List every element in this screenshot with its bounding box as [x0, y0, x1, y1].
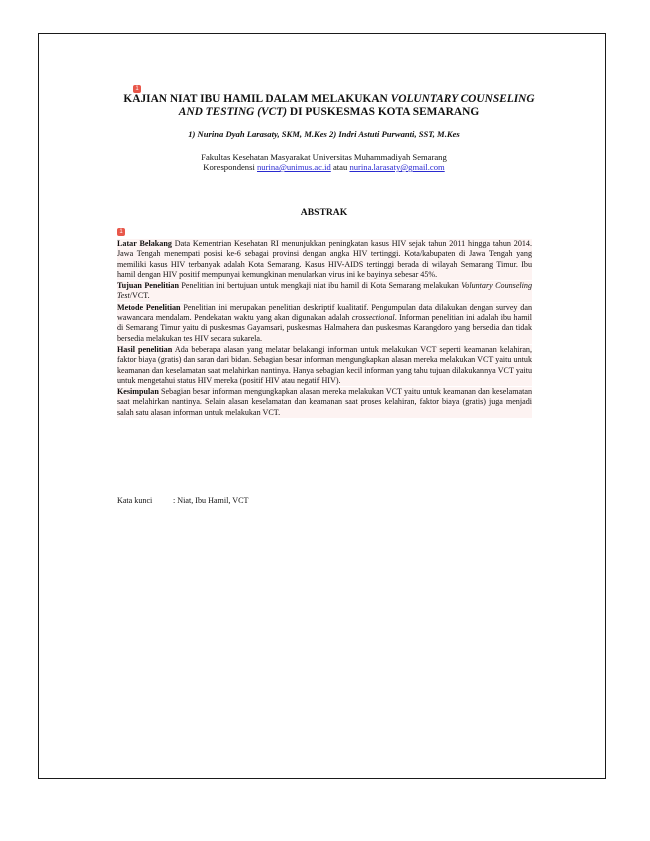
conclusion-label: Kesimpulan — [117, 387, 159, 397]
background-text: Data Kementrian Kesehatan RI menunjukkan peningkatan kasus HIV sejak tahun 2011 hingga tahun 2014. Jawa Tengah menempati posisi ke-6 sebagai provinsi dengan angka HIV tertinggi. Kota/kabupaten di Jawa Tengah yang memiliki kasus HIV terbanyak adalah Kota Semarang. Kasus HIV-AIDS tertinggi berada di wilayah Semarang Timur. Ibu hamil dengan HIV positif mempunyai kemungkinan menularkan virus ini ke bayinya sebesar 45%. — [117, 239, 533, 279]
method-italic: crossectional — [351, 313, 395, 323]
correspondence-label: Korespondensi — [203, 162, 255, 172]
conclusion-text: Sebagian besar informan mengungkapkan alasan mereka melakukan VCT yaitu untuk keamanan dan keselamatan saat melahirkan nantinya. Selain alasan keselamatan dan keamanan saat proses kelahiran, faktor biaya (gratis) juga menjadi salah satu alasan informan untuk melakukan VCT. — [117, 387, 532, 417]
abstract-method — [117, 303, 532, 344]
abstract-heading: ABSTRAK — [300, 207, 348, 218]
title-part2: VOLUNTARY COUNSELING AND TESTING (VCT) — [178, 93, 535, 118]
method-tail: . Informan penelitian ini adalah ibu hamil di Semarang Timur yaitu di puskesmas Gayamsari, puskesmas Halmahera dan puskesmas Karangdoro yang bersedia dan tidak bersedia melakukan tes HIV secara sukarela. — [117, 313, 532, 343]
keywords-label: Kata kunci — [117, 496, 153, 505]
keywords — [117, 496, 248, 506]
annotation-marker-abstract[interactable]: 1 — [117, 228, 125, 236]
objective-tail: /VCT. — [129, 291, 150, 301]
email-separator: atau — [332, 162, 348, 172]
institution: Fakultas Kesehatan Masyarakat Universitas Muhammadiyah Semarang — [201, 152, 447, 162]
abstract-results — [117, 345, 532, 386]
abstract-background — [117, 239, 532, 280]
annotation-marker-title[interactable]: 1 — [133, 85, 141, 93]
author-list: 1) Nurina Dyah Larasaty, SKM, M.Kes 2) Indri Astuti Purwanti, SST, M.Kes — [188, 129, 460, 139]
affiliation — [99, 152, 549, 172]
objective-italic: Voluntary Counseling Test — [117, 281, 532, 301]
results-label: Hasil penelitian — [117, 344, 173, 354]
correspondence-line — [99, 162, 549, 172]
abstract-body — [117, 239, 532, 419]
document-page — [38, 33, 606, 779]
abstract-conclusion — [117, 387, 532, 418]
method-text: Penelitian ini merupakan penelitian deskriptif kualitatif. Pengumpulan data dilakukan dengan survey dan wawancara mendalam. Pendekatan waktu yang akan digunakan adalah — [117, 302, 532, 323]
background-label: Latar Belakang — [117, 239, 172, 248]
title-part3: DI PUSKESMAS KOTA SEMARANG — [287, 106, 480, 118]
email-link-primary[interactable]: nurina@unimus.ac.id — [257, 162, 331, 172]
paper-title — [119, 93, 539, 119]
title-part1: KAJIAN NIAT IBU HAMIL DALAM MELAKUKAN — [123, 93, 391, 105]
keywords-value: : Niat, Ibu Hamil, VCT — [173, 496, 249, 505]
method-label: Metode Penelitian — [117, 302, 181, 312]
objective-label: Tujuan Penelitian — [117, 281, 179, 291]
results-text: Ada beberapa alasan yang melatar belakangi informan untuk melakukan VCT seperti keamanan kelahiran, faktor biaya (gratis) dan saran dari bidan. Sebagian besar informan mengungkapkan alasan mereka melakukan VCT yaitu untuk keamanan dan keselamatan saat melahirkan nantinya. Hanya sebagian kecil informan yang tahu tujuan dilakukannya VCT yaitu untuk mengetahui status HIV mereka (positif HIV atau negatif HIV). — [117, 344, 532, 385]
objective-text: Penelitian ini bertujuan untuk mengkaji niat ibu hamil di Kota Semarang melakukan — [178, 281, 462, 291]
email-link-secondary[interactable]: nurina.larasaty@gmail.com — [349, 162, 445, 172]
abstract-objective — [117, 281, 532, 302]
